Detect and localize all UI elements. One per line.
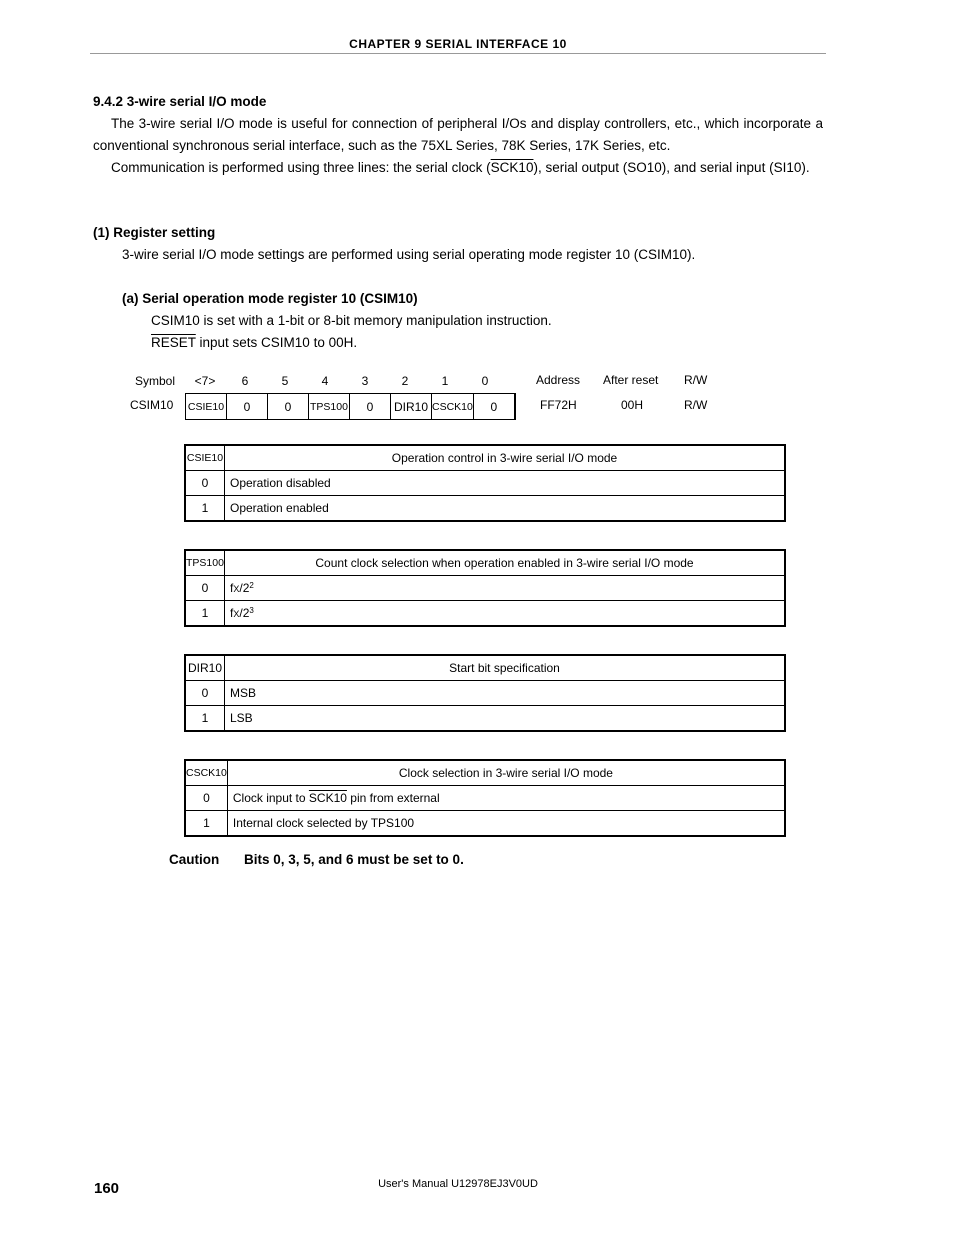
csim10-set-text: CSIM10 is set with a 1-bit or 8-bit memory manipulation instruction. [151, 313, 552, 328]
table-header-row [185, 550, 785, 576]
table-description: Operation disabled [225, 471, 786, 496]
register-setting-heading: (1) Register setting [93, 225, 216, 240]
bit-cell: CSCK10 [432, 394, 474, 420]
after-reset-label: After reset [603, 373, 659, 387]
bit-header: 1 [441, 374, 449, 388]
table-bit-name: DIR10 [185, 655, 225, 681]
table-header-row [185, 760, 785, 786]
header-rule [90, 53, 826, 54]
para2-text-a: Communication is performed using three lines: the serial clock ( [111, 160, 491, 175]
table-title: Start bit specification [225, 655, 786, 681]
bit-cell: DIR10 [391, 394, 432, 420]
table-value: 1 [185, 601, 225, 627]
table-bit-name: TPS100 [185, 550, 225, 576]
dir10-table [184, 654, 786, 732]
bit-header: 2 [401, 374, 409, 388]
tps100-table [184, 549, 786, 627]
table-description: $fX/2^2$ [225, 576, 786, 601]
register-symbol: CSIM10 [130, 398, 174, 412]
table-value: 1 [185, 706, 225, 732]
para2-text-b: ), serial output (SO10), and serial input (SI10). [533, 160, 810, 175]
reset-text [151, 335, 357, 350]
table-row [185, 786, 785, 811]
address-label: Address [536, 373, 581, 387]
register-address: FF72H [540, 398, 577, 412]
table-value: 0 [185, 786, 227, 811]
sck10-signal: SCK10 [490, 160, 534, 175]
sck10-signal: SCK10 [308, 791, 347, 805]
chapter-header: CHAPTER 9 SERIAL INTERFACE 10 [349, 37, 567, 51]
symbol-label: Symbol [135, 374, 176, 388]
caution-label: Caution [169, 852, 220, 867]
table-description: LSB [225, 706, 786, 732]
bit-header: 0 [481, 374, 489, 388]
csim10-subheading: (a) Serial operation mode register 10 (CSIM10) [122, 291, 418, 306]
rw-label: R/W [684, 373, 708, 387]
table-description: Operation enabled [225, 496, 786, 522]
table-row [185, 706, 785, 732]
table-title: Clock selection in 3-wire serial I/O mode [227, 760, 785, 786]
manual-footer: User's Manual U12978EJ3V0UD [378, 1178, 538, 1190]
table-description: MSB [225, 681, 786, 706]
bit-cell: TPS100 [309, 394, 350, 420]
table-header-row [185, 445, 785, 471]
table-row [185, 681, 785, 706]
table-value: 0 [185, 471, 225, 496]
csie10-table [184, 444, 786, 522]
table-title: Operation control in 3-wire serial I/O mode [225, 445, 786, 471]
section-heading: 9.4.2 3-wire serial I/O mode [93, 94, 267, 109]
bit-header: 5 [281, 374, 289, 388]
csck10-table [184, 759, 786, 837]
bit-header: 3 [361, 374, 369, 388]
table-description: Internal clock selected by TPS100 [227, 811, 785, 837]
table-description: $fX/2^3$ [225, 601, 786, 627]
bit-header: 4 [321, 374, 329, 388]
table-bit-name: CSCK10 [185, 760, 227, 786]
table-value: 1 [185, 811, 227, 837]
register-setting-text: 3-wire serial I/O mode settings are performed using serial operating mode register 10 (CSIM10). [122, 247, 696, 262]
table-row [185, 811, 785, 837]
bit-cell: CSIE10 [186, 394, 227, 420]
table-description [227, 786, 785, 811]
table-row [185, 601, 785, 627]
bit-cell: 0 [350, 394, 391, 420]
section-paragraph-2 [93, 157, 823, 179]
bit-cell: 0 [473, 394, 515, 420]
table-row [185, 496, 785, 522]
bit-cell: 0 [227, 394, 268, 420]
desc-text-b: pin from external [346, 791, 440, 805]
section-paragraph-1: The 3-wire serial I/O mode is useful for connection of peripheral I/Os and display controllers, etc., which incorporate a conventional synchronous serial interface, such as the 75XL Series, 78K Series, 17K Series, etc. [93, 116, 823, 153]
reset-text-rest: input sets CSIM10 to 00H. [195, 335, 358, 350]
register-after-reset: 00H [621, 398, 644, 412]
table-row [185, 471, 785, 496]
table-value: 0 [185, 681, 225, 706]
caution-text: Bits 0, 3, 5, and 6 must be set to 0. [244, 852, 464, 867]
table-row [185, 576, 785, 601]
page-number: 160 [94, 1180, 120, 1197]
bit-cell: 0 [268, 394, 309, 420]
table-header-row [185, 655, 785, 681]
table-title: Count clock selection when operation enabled in 3-wire serial I/O mode [225, 550, 786, 576]
reset-signal: RESET [151, 335, 196, 350]
table-bit-name: CSIE10 [185, 445, 225, 471]
bit-header: <7> [194, 374, 216, 388]
bit-header: 6 [241, 374, 249, 388]
table-value: 0 [185, 576, 225, 601]
register-rw: R/W [684, 398, 708, 412]
csim10-register-format [185, 393, 516, 420]
desc-text-a: Clock input to [232, 791, 309, 805]
table-value: 1 [185, 496, 225, 522]
